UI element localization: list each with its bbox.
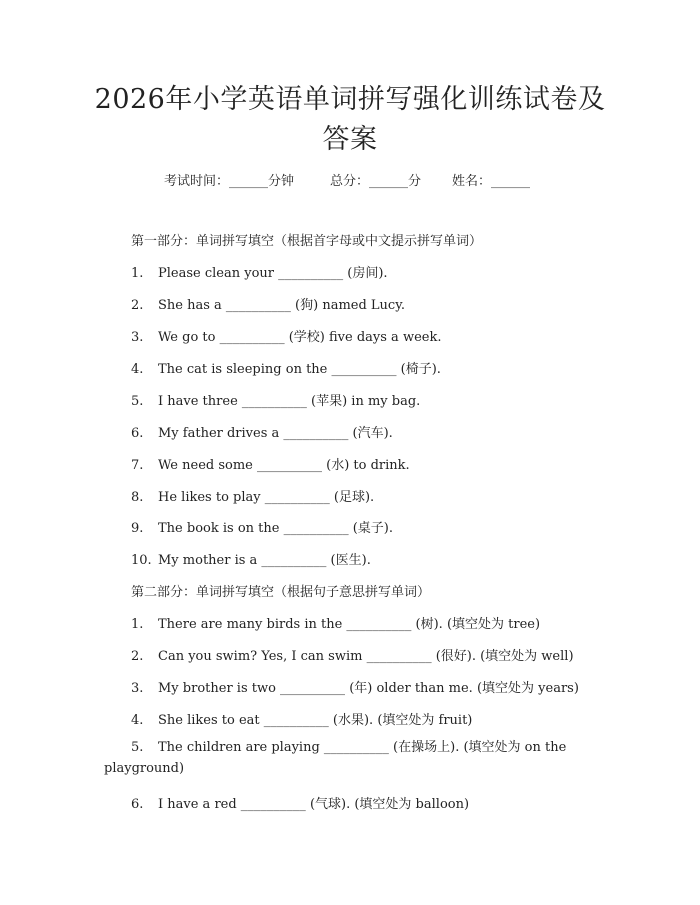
part1-question	[131, 262, 388, 281]
part2-question	[131, 645, 574, 664]
part2-question	[131, 709, 472, 728]
total-score-field: 总分：______分	[330, 174, 422, 189]
question-number: 1.	[131, 266, 144, 281]
question-number: 3.	[131, 681, 144, 696]
name-field: 姓名：______	[452, 174, 531, 189]
part2-question	[131, 793, 469, 812]
part1-question	[131, 326, 441, 345]
question-text: Can you swim? Yes, I can swim __________ (很好). (填空处为 well)	[158, 649, 574, 664]
part1-heading: 第一部分：单词拼写填空（根据首字母或中文提示拼写单词）	[131, 234, 483, 249]
page-title: 2026年小学英语单词拼写强化训练试卷及答案	[94, 84, 606, 155]
part2-question	[131, 677, 579, 696]
question-text: We need some __________ (水) to drink.	[158, 458, 410, 473]
question-text: My father drives a __________ (汽车).	[158, 426, 393, 441]
question-number: 4.	[131, 362, 144, 377]
question-number: 5.	[131, 740, 144, 755]
part1-question	[131, 486, 374, 505]
question-text: She has a __________ (狗) named Lucy.	[158, 298, 405, 313]
question-text: My brother is two __________ (年) older than me. (填空处为 years)	[158, 681, 579, 696]
question-number: 2.	[131, 649, 144, 664]
question-number: 4.	[131, 713, 144, 728]
question-text: He likes to play __________ (足球).	[158, 490, 375, 505]
part1-question	[131, 294, 405, 313]
question-number: 2.	[131, 298, 144, 313]
question-text: Please clean your __________ (房间).	[158, 266, 388, 281]
part1-question	[131, 454, 410, 473]
question-number: 6.	[131, 797, 144, 812]
question-number: 9.	[131, 521, 144, 536]
question-text: There are many birds in the __________ (树). (填空处为 tree)	[158, 617, 541, 632]
question-text: I have a red __________ (气球). (填空处为 balloon)	[158, 797, 470, 812]
question-number: 5.	[131, 394, 144, 409]
part1-question	[131, 390, 420, 409]
question-text: My mother is a __________ (医生).	[158, 553, 371, 568]
part1-question	[131, 549, 371, 568]
part2-heading: 第二部分：单词拼写填空（根据句子意思拼写单词）	[131, 585, 431, 600]
part1-question	[131, 358, 441, 377]
question-number: 1.	[131, 617, 144, 632]
question-number: 6.	[131, 426, 144, 441]
question-text: The book is on the __________ (桌子).	[158, 521, 393, 536]
question-text: I have three __________ (苹果) in my bag.	[158, 394, 421, 409]
part1-question	[131, 517, 393, 536]
question-number: 10.	[131, 553, 152, 568]
exam-time-field: 考试时间：______分钟	[164, 174, 295, 189]
part1-question	[131, 422, 393, 441]
question-text: We go to __________ (学校) five days a week.	[158, 330, 442, 345]
part2-question	[131, 613, 540, 632]
question-number: 8.	[131, 490, 144, 505]
question-number: 3.	[131, 330, 144, 345]
question-text: The children are playing __________ (在操场上). (填空处为 on the playground)	[104, 740, 567, 776]
part2-question	[104, 737, 602, 779]
question-text: The cat is sleeping on the __________ (椅子).	[158, 362, 441, 377]
question-number: 7.	[131, 458, 144, 473]
question-text: She likes to eat __________ (水果). (填空处为 fruit)	[158, 713, 473, 728]
